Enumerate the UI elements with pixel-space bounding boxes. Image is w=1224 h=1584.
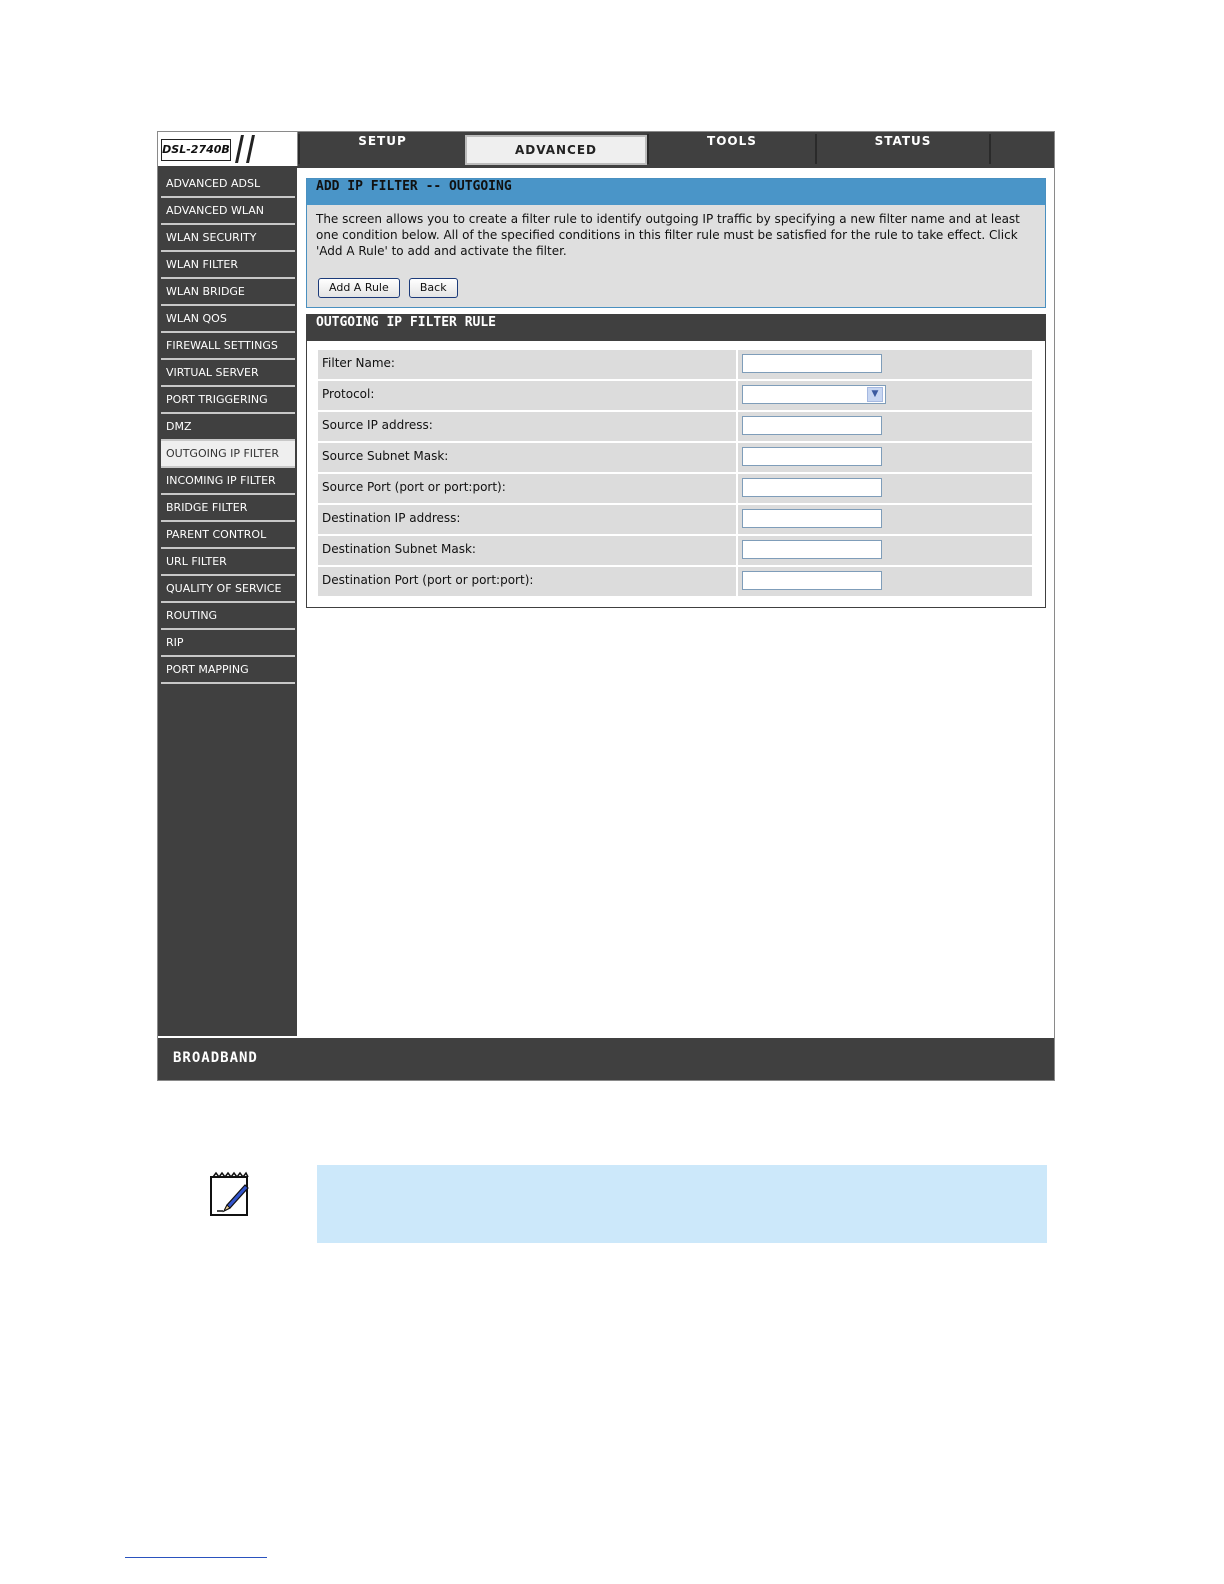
form-row-source-mask	[318, 442, 1032, 473]
add-rule-button[interactable]: Add A Rule	[318, 278, 400, 298]
source-port-input[interactable]	[742, 478, 882, 497]
logo-slash-icon	[246, 135, 255, 163]
panel-title: ADD IP FILTER -- OUTGOING	[307, 179, 1045, 205]
filter-name-input[interactable]	[742, 354, 882, 373]
panel-title: OUTGOING IP FILTER RULE	[307, 315, 1045, 341]
footer-bar	[158, 1038, 1054, 1080]
destination-port-label: Destination Port (port or port:port):	[318, 567, 736, 596]
sidebar-item-wlan-bridge[interactable]: WLAN BRIDGE	[161, 279, 295, 306]
protocol-select[interactable]	[742, 385, 886, 404]
rule-form	[318, 349, 1032, 597]
sidebar-item-port-triggering[interactable]: PORT TRIGGERING	[161, 387, 295, 414]
back-button[interactable]: Back	[409, 278, 458, 298]
button-row	[318, 276, 462, 298]
form-row-destination-mask	[318, 535, 1032, 566]
source-mask-label: Source Subnet Mask:	[318, 443, 736, 472]
tab-tools[interactable]: TOOLS	[647, 134, 815, 164]
tab-status[interactable]: STATUS	[815, 134, 989, 164]
destination-ip-input[interactable]	[742, 509, 882, 528]
outgoing-ip-filter-rule-panel	[306, 314, 1046, 608]
main-tabs	[298, 134, 1053, 166]
product-logo	[158, 132, 298, 166]
form-row-source-ip	[318, 411, 1032, 442]
sidebar-item-wlan-security[interactable]: WLAN SECURITY	[161, 225, 295, 252]
source-port-label: Source Port (port or port:port):	[318, 474, 736, 503]
model-name: DSL-2740B	[161, 139, 231, 161]
sidebar-item-parent-control[interactable]: PARENT CONTROL	[161, 522, 295, 549]
sidebar-item-rip[interactable]: RIP	[161, 630, 295, 657]
destination-mask-input[interactable]	[742, 540, 882, 559]
sidebar-item-url-filter[interactable]: URL FILTER	[161, 549, 295, 576]
form-row-destination-port	[318, 566, 1032, 597]
tab-setup[interactable]: SETUP	[298, 134, 465, 164]
chevron-down-icon[interactable]: ▼	[867, 387, 883, 402]
sidebar-item-advanced-adsl[interactable]: ADVANCED ADSL	[161, 171, 295, 198]
footer-brand: BROADBAND	[173, 1050, 258, 1066]
note-box	[317, 1165, 1047, 1243]
form-row-filter-name	[318, 349, 1032, 380]
footnote-divider	[125, 1557, 267, 1558]
sidebar-item-port-mapping[interactable]: PORT MAPPING	[161, 657, 295, 684]
destination-port-input[interactable]	[742, 571, 882, 590]
filter-name-label: Filter Name:	[318, 350, 736, 379]
add-ip-filter-panel	[306, 178, 1046, 308]
tab-blank	[989, 134, 1053, 164]
form-row-destination-ip	[318, 504, 1032, 535]
form-row-source-port	[318, 473, 1032, 504]
sidebar	[158, 168, 297, 1036]
sidebar-item-wlan-qos[interactable]: WLAN QOS	[161, 306, 295, 333]
sidebar-item-dmz[interactable]: DMZ	[161, 414, 295, 441]
source-mask-input[interactable]	[742, 447, 882, 466]
top-navigation-bar	[158, 132, 1054, 168]
router-admin-window	[157, 131, 1055, 1081]
destination-mask-label: Destination Subnet Mask:	[318, 536, 736, 565]
sidebar-item-wlan-filter[interactable]: WLAN FILTER	[161, 252, 295, 279]
source-ip-input[interactable]	[742, 416, 882, 435]
sidebar-item-outgoing-ip-filter[interactable]: OUTGOING IP FILTER	[161, 441, 295, 468]
panel-description: The screen allows you to create a filter rule to identify outgoing IP traffic by specifying a new filter name and at least one condition below. All of the specified conditions in this filter rule must be satisfied for the rule to take effect. Click 'Add A Rule' to add and activate the filter.	[316, 212, 1020, 258]
destination-ip-label: Destination IP address:	[318, 505, 736, 534]
tab-advanced[interactable]: ADVANCED	[465, 135, 647, 165]
protocol-label: Protocol:	[318, 381, 736, 410]
sidebar-item-routing[interactable]: ROUTING	[161, 603, 295, 630]
logo-slash-icon	[235, 135, 244, 163]
sidebar-item-firewall-settings[interactable]: FIREWALL SETTINGS	[161, 333, 295, 360]
source-ip-label: Source IP address:	[318, 412, 736, 441]
sidebar-item-quality-of-service[interactable]: QUALITY OF SERVICE	[161, 576, 295, 603]
form-row-protocol	[318, 380, 1032, 411]
sidebar-item-incoming-ip-filter[interactable]: INCOMING IP FILTER	[161, 468, 295, 495]
sidebar-item-virtual-server[interactable]: VIRTUAL SERVER	[161, 360, 295, 387]
sidebar-item-advanced-wlan[interactable]: ADVANCED WLAN	[161, 198, 295, 225]
note-pencil-icon	[209, 1171, 251, 1218]
sidebar-item-bridge-filter[interactable]: BRIDGE FILTER	[161, 495, 295, 522]
